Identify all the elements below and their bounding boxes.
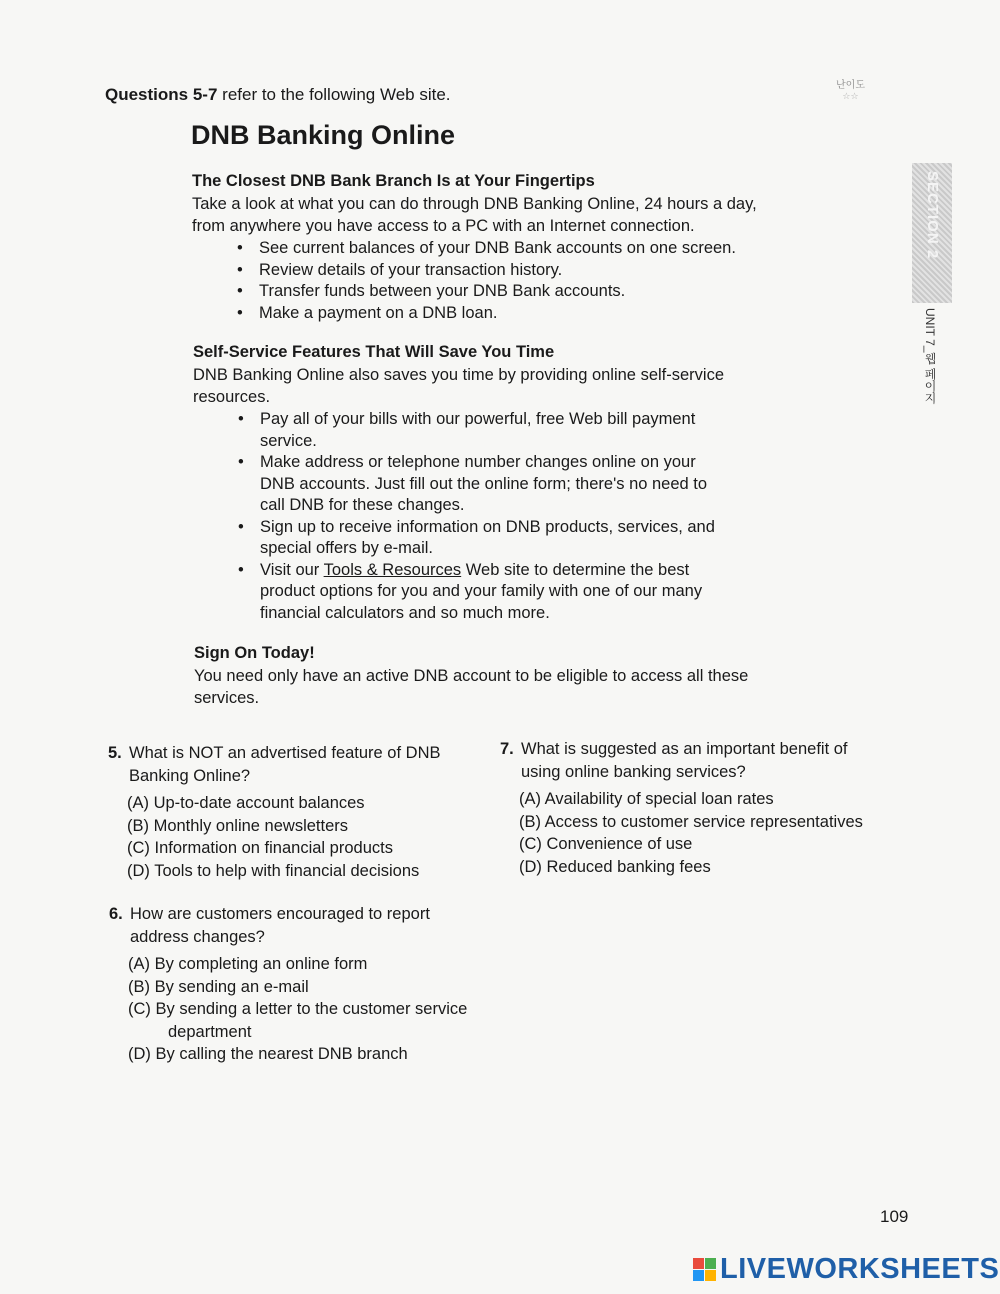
feature-list bbox=[238, 409, 728, 624]
section-self-service bbox=[193, 343, 748, 624]
question-stem: What is NOT an advertised feature of DNB Banking Online? bbox=[129, 744, 441, 785]
section-heading: The Closest DNB Bank Branch Is at Your Fingertips bbox=[192, 172, 595, 190]
list-item: • Review details of your transaction history. bbox=[237, 260, 792, 282]
list-item: • See current balances of your DNB Bank accounts on one screen. bbox=[237, 238, 792, 260]
answer-option[interactable]: (B) Monthly online newsletters bbox=[127, 816, 349, 835]
question-6 bbox=[109, 903, 489, 1066]
list-item: • Sign up to receive information on DNB products, services, and special offers by e-mail. bbox=[238, 517, 728, 560]
unit-label: UNIT 7_웹 페이지 bbox=[923, 308, 937, 404]
answer-option[interactable]: (A) By completing an online form bbox=[128, 955, 368, 973]
answer-option[interactable]: (D) Tools to help with financial decisions bbox=[127, 861, 420, 880]
liveworksheets-brand bbox=[693, 1254, 999, 1284]
question-stem: What is suggested as an important benefit of using online banking services? bbox=[521, 740, 848, 781]
questions-range: Questions 5-7 bbox=[105, 85, 218, 104]
question-number: 7. bbox=[500, 740, 514, 758]
answer-options bbox=[500, 788, 880, 878]
question-number: 6. bbox=[109, 905, 123, 923]
visit-text: Visit our bbox=[260, 560, 320, 579]
answer-option[interactable]: (A) Up-to-date account balances bbox=[127, 794, 365, 812]
section-paragraph: Take a look at what you can do through DNB Banking Online, 24 hours a day, from anywhere you have access to a PC with an Internet connection. bbox=[192, 195, 757, 235]
difficulty-stars-icon: ☆☆ bbox=[842, 91, 859, 101]
list-item bbox=[238, 560, 728, 625]
answer-option[interactable]: (A) Availability of special loan rates bbox=[519, 790, 774, 808]
list-item: • Transfer funds between your DNB Bank accounts. bbox=[237, 281, 792, 303]
questions-intro-text: refer to the following Web site. bbox=[222, 85, 451, 104]
questions-intro bbox=[105, 85, 451, 105]
feature-list bbox=[237, 238, 792, 324]
question-number: 5. bbox=[108, 744, 122, 762]
question-stem: How are customers encouraged to report address changes? bbox=[130, 905, 430, 946]
section-heading: Self-Service Features That Will Save You Time bbox=[193, 343, 555, 361]
visit-text-rest: Web site to determine the best product options for you and your family with one of our many financial calculators and so much more. bbox=[260, 560, 703, 622]
answer-options bbox=[109, 953, 489, 1066]
answer-option[interactable]: (D) Reduced banking fees bbox=[519, 857, 711, 876]
section-heading: Sign On Today! bbox=[194, 644, 315, 662]
answer-option[interactable]: (C) By sending a letter to the customer service bbox=[128, 1000, 468, 1018]
answer-option[interactable]: (C) Information on financial products bbox=[127, 839, 393, 857]
tools-resources-link[interactable]: Tools & Resources bbox=[323, 560, 462, 579]
difficulty-label: 난이도 bbox=[836, 80, 865, 91]
section-fingertips bbox=[192, 172, 792, 324]
section-paragraph: DNB Banking Online also saves you time by providing online self-service resources. bbox=[193, 366, 725, 406]
page-number: 109 bbox=[880, 1207, 909, 1226]
site-title: DNB Banking Online bbox=[191, 120, 456, 150]
answer-option[interactable]: (B) By sending an e-mail bbox=[128, 977, 309, 996]
brand-wordmark: LIVEWORKSHEETS bbox=[720, 1252, 1000, 1285]
difficulty-indicator bbox=[836, 80, 865, 102]
answer-options bbox=[108, 792, 458, 882]
list-item: • Make a payment on a DNB loan. bbox=[237, 303, 792, 325]
section-tab-label: SECTION 2 bbox=[924, 171, 941, 260]
section-side-tab bbox=[912, 163, 952, 303]
question-5 bbox=[108, 742, 458, 882]
section-paragraph: You need only have an active DNB account to be eligible to access all these services. bbox=[194, 667, 749, 707]
question-7 bbox=[500, 738, 880, 878]
list-item: • Make address or telephone number changes online on your DNB accounts. Just fill out the online form; there's no need to call DNB for these changes. bbox=[238, 452, 728, 517]
list-item: • Pay all of your bills with our powerful, free Web bill payment service. bbox=[238, 409, 728, 452]
answer-option[interactable]: (D) By calling the nearest DNB branch bbox=[128, 1045, 408, 1063]
answer-option[interactable]: (B) Access to customer service representatives bbox=[519, 812, 863, 831]
answer-option[interactable]: (C) Convenience of use bbox=[519, 835, 693, 853]
liveworksheets-logo-icon bbox=[693, 1258, 716, 1281]
section-sign-on bbox=[194, 644, 784, 709]
answer-option-continued[interactable]: department bbox=[168, 1022, 252, 1041]
